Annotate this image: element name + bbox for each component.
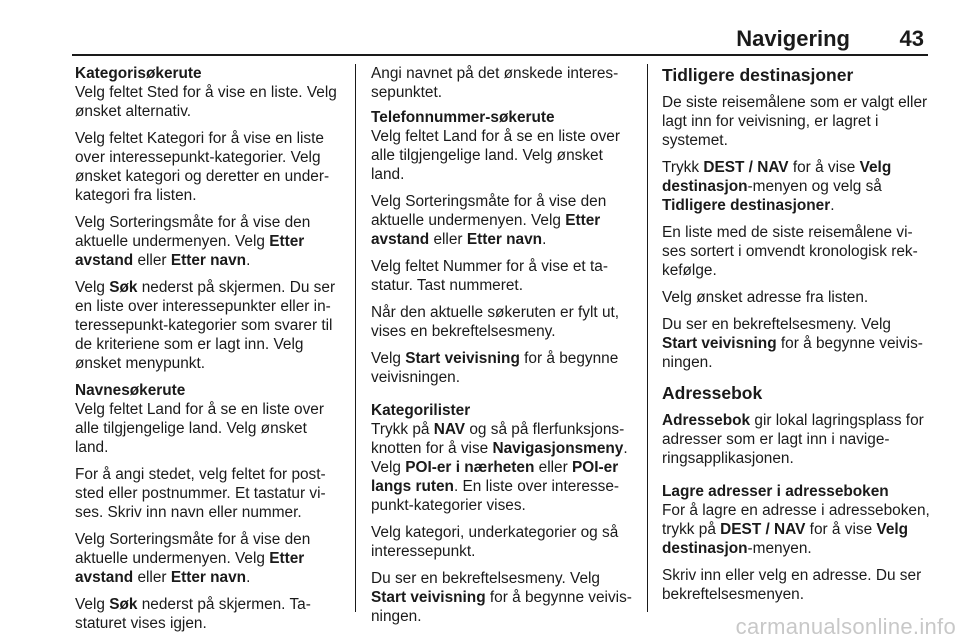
- header-rule: [72, 54, 928, 56]
- paragraph: Du ser en bekreftelsesmeny. Velg Start veivisning for å begynne veivisningen.: [662, 316, 923, 371]
- paragraph: Velg ønsket adresse fra listen.: [662, 289, 869, 306]
- paragraph: Når den aktuelle søkeruten er fylt ut, vises en bekreftelsesmeny.: [371, 304, 620, 340]
- paragraph: Velg Sorteringsmåte for å vise den aktuelle undermenyen. Velg Etter avstand eller Etter navn.: [75, 531, 311, 586]
- column-left: [75, 64, 343, 641]
- paragraph: Velg Søk nederst på skjermen. Tastaturet vises igjen.: [75, 596, 311, 632]
- paragraph: De siste reisemålene som er valgt eller lagt inn for veivisning, er lagret i systemet.: [662, 94, 928, 149]
- paragraph: For å angi stedet, velg feltet for poststed eller postnummer. Et tastatur vises. Skriv inn navn eller nummer.: [75, 466, 326, 521]
- paragraph: Velg feltet Kategori for å vise en liste over interessepunkt-kategorier. Velg ønsket kategori og deretter en underkategori fra listen.: [75, 130, 330, 204]
- paragraph: Angi navnet på det ønskede interessepunktet.: [371, 65, 619, 101]
- watermark-text: carmanualsonline.info: [735, 614, 956, 639]
- column-divider: [647, 64, 648, 612]
- paragraph: For å lagre en adresse i adresseboken, trykk på DEST / NAV for å vise Velg destinasjon-menyen.: [662, 502, 930, 557]
- subheading-telefonnummer-sokerute: Telefonnummer-søkerute: [371, 109, 555, 126]
- paragraph: Skriv inn eller velg en adresse. Du ser bekreftelsesmenyen.: [662, 567, 922, 603]
- heading-adressebok: Adressebok: [662, 383, 763, 403]
- page-number: 43: [899, 26, 924, 51]
- page-title: Navigering: [736, 26, 850, 51]
- paragraph: Velg feltet Land for å se en liste over alle tilgjengelige land. Velg ønsket land.: [371, 128, 620, 183]
- page-header: [72, 24, 928, 54]
- column-right: [662, 64, 930, 612]
- paragraph: Velg feltet Nummer for å vise et tastatur. Tast nummeret.: [371, 258, 608, 294]
- heading-tidligere-destinasjoner: Tidligere destinasjoner: [662, 65, 854, 85]
- column-divider: [355, 64, 356, 612]
- column-middle: [371, 64, 635, 634]
- paragraph: Velg kategori, underkategorier og så interessepunkt.: [371, 524, 619, 560]
- paragraph: Velg feltet Sted for å vise en liste. Velg ønsket alternativ.: [75, 84, 337, 120]
- paragraph: Du ser en bekreftelsesmeny. Velg Start veivisning for å begynne veivisningen.: [371, 570, 632, 625]
- subheading-kategorisokerute: Kategorisøkerute: [75, 65, 202, 82]
- subheading-navnesokerute: Navnesøkerute: [75, 382, 186, 399]
- paragraph: Velg Sorteringsmåte for å vise den aktuelle undermenyen. Velg Etter avstand eller Etter navn.: [371, 193, 607, 248]
- paragraph: En liste med de siste reisemålene vises sortert i omvendt kronologisk rekkefølge.: [662, 224, 918, 279]
- paragraph: Adressebok gir lokal lagringsplass for adresser som er lagt inn i navigeringsapplikasjonen.: [662, 412, 924, 467]
- subheading-lagre-adresser: Lagre adresser i adresseboken: [662, 483, 889, 500]
- subheading-kategorilister: Kategorilister: [371, 402, 471, 419]
- paragraph: Trykk på NAV og så på flerfunksjonsknotten for å vise Navigasjonsmeny. Velg POI-er i nærheten eller POI-er langs ruten. En liste over interessepunkt-kategorier vises.: [371, 421, 628, 514]
- paragraph: Trykk DEST / NAV for å vise Velg destinasjon-menyen og velg så Tidligere destinasjoner.: [662, 159, 892, 214]
- paragraph: Velg Start veivisning for å begynne veivisningen.: [371, 350, 619, 386]
- paragraph: Velg Sorteringsmåte for å vise den aktuelle undermenyen. Velg Etter avstand eller Etter navn.: [75, 214, 311, 269]
- paragraph: Velg feltet Land for å se en liste over alle tilgjengelige land. Velg ønsket land.: [75, 401, 324, 456]
- paragraph: Velg Søk nederst på skjermen. Du ser en liste over interessepunkter eller interessepunkt-kategorier som svarer til de kriteriene som er lagt inn. Velg ønsket menypunkt.: [75, 279, 336, 372]
